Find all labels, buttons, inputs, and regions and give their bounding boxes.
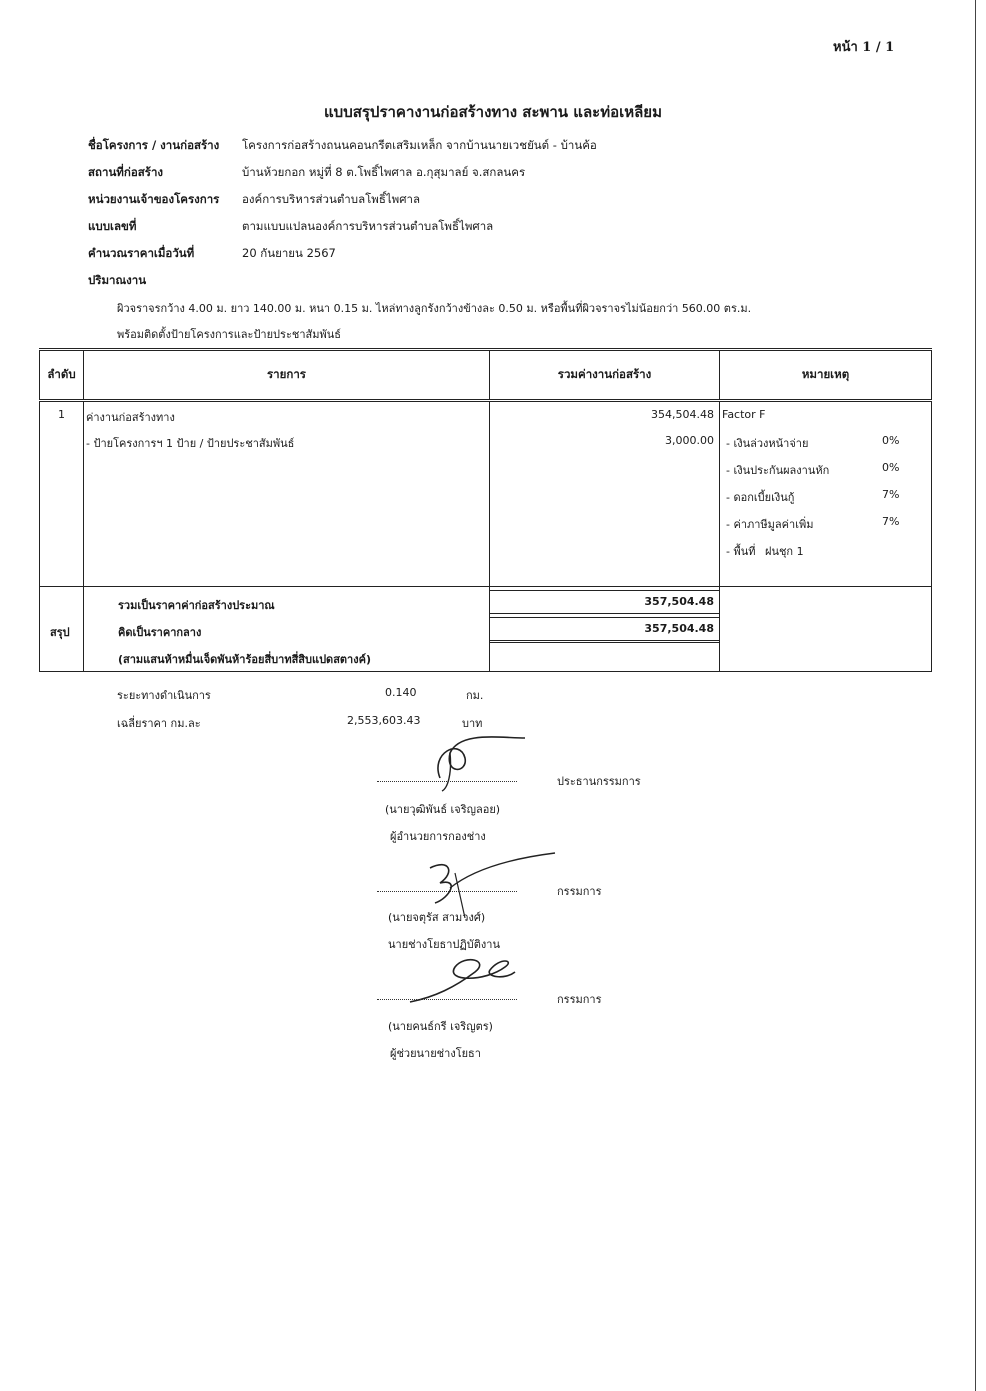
factor-f-title: Factor F: [722, 408, 766, 421]
row-no: 1: [58, 408, 65, 421]
calc-date-value: 20 กันยายน 2567: [242, 246, 336, 260]
total-box: [490, 590, 719, 614]
signature-3-line: [377, 998, 517, 1000]
median-label: คิดเป็นราคากลาง: [118, 626, 202, 639]
summary-row: [40, 587, 932, 672]
median-value: 357,504.48: [644, 622, 714, 635]
page-title: แบบสรุปราคางานก่อสร้างทาง สะพาน และท่อเหลียม: [324, 103, 662, 121]
remark-label-5: - พื้นที่: [726, 545, 756, 558]
quantity-line-2: พร้อมติดตั้งป้ายโครงการและป้ายประชาสัมพันธ์: [117, 328, 341, 341]
row-desc-cell: [84, 401, 490, 587]
cost-summary-table: [39, 348, 932, 672]
header-cost: รวมค่างานก่อสร้าง: [490, 350, 720, 401]
per-km-unit: บาท: [462, 717, 483, 730]
summary-amount-cell: [490, 587, 720, 672]
row-remark-cell: [720, 401, 932, 587]
quantity-line-1: ผิวจราจรกว้าง 4.00 ม. ยาว 140.00 ม. หนา 0.15 ม. ไหล่ทางลูกรังกว้างข้างละ 0.50 ม. หรือพื้นที่ผิวจราจรไม่น้อยกว่า 560.00 ตร.ม.: [117, 302, 752, 315]
signature-3-role: กรรมการ: [557, 993, 602, 1006]
median-words: (สามแสนห้าหมื่นเจ็ดพันห้าร้อยสี่บาทสี่สิบแปดสตางค์): [118, 653, 371, 666]
signature-2-name: (นายจตุรัส สามวงศ์): [388, 911, 486, 924]
location-value: บ้านห้วยกอก หมู่ที่ 8 ต.โพธิ์ไพศาล อ.กุสุมาลย์ จ.สกลนคร: [242, 165, 526, 179]
header-no: ลำดับ: [40, 350, 84, 401]
item-amount-2: 3,000.00: [665, 434, 714, 447]
signature-1-position: ผู้อำนวยการกองช่าง: [390, 830, 486, 843]
signature-2-position: นายช่างโยธาปฏิบัติงาน: [388, 938, 500, 951]
distance-unit: กม.: [466, 689, 484, 702]
remark-value-5: ฝนชุก 1: [765, 545, 804, 558]
table-row: [40, 401, 932, 587]
item-desc-2: - ป้ายโครงการฯ 1 ป้าย / ป้ายประชาสัมพันธ์: [86, 437, 295, 450]
plan-no-value: ตามแบบแปลนองค์การบริหารส่วนตำบลโพธิ์ไพศาล: [242, 219, 494, 233]
item-desc-1: ค่างานก่อสร้างทาง: [86, 411, 175, 424]
remark-value-2: 0%: [882, 461, 900, 474]
signature-2-role: กรรมการ: [557, 885, 602, 898]
median-box: [490, 617, 719, 643]
page-edge-line: [975, 0, 976, 1391]
remark-value-4: 7%: [882, 515, 900, 528]
agency-label: หน่วยงานเจ้าของโครงการ: [88, 192, 220, 206]
distance-label: ระยะทางดำเนินการ: [117, 689, 211, 702]
signature-1-role: ประธานกรรมการ: [557, 775, 641, 788]
row-no-cell: [40, 401, 84, 587]
quantity-label: ปริมาณงาน: [88, 273, 147, 287]
signature-3-position: ผู้ช่วยนายช่างโยธา: [390, 1047, 481, 1060]
per-km-label: เฉลี่ยราคา กม.ละ: [117, 717, 201, 730]
header-remark: หมายเหตุ: [720, 350, 932, 401]
per-km-value: 2,553,603.43: [347, 714, 421, 727]
plan-no-label: แบบเลขที่: [88, 219, 137, 233]
remark-label-1: - เงินล่วงหน้าจ่าย: [726, 437, 809, 450]
summary-desc-cell: [84, 587, 490, 672]
total-value: 357,504.48: [644, 595, 714, 608]
summary-remark-cell: [720, 587, 932, 672]
remark-value-3: 7%: [882, 488, 900, 501]
project-name-value: โครงการก่อสร้างถนนคอนกรีตเสริมเหล็ก จากบ้านนายเวชยันต์ - บ้านค้อ: [242, 138, 597, 152]
row-amount-cell: [490, 401, 720, 587]
signature-1-name: (นายวุฒิพันธ์ เจริญลอย): [385, 803, 501, 816]
location-label: สถานที่ก่อสร้าง: [88, 165, 164, 179]
calc-date-label: คำนวณราคาเมื่อวันที่: [88, 246, 195, 260]
header-item: รายการ: [84, 350, 490, 401]
project-name-label: ชื่อโครงการ / งานก่อสร้าง: [88, 138, 220, 152]
signature-1-scribble: [420, 733, 540, 793]
signature-1-line: [377, 780, 517, 782]
remark-value-1: 0%: [882, 434, 900, 447]
distance-value: 0.140: [385, 686, 417, 699]
remark-label-4: - ค่าภาษีมูลค่าเพิ่ม: [726, 518, 814, 531]
table-header-row: [40, 350, 932, 401]
remark-label-2: - เงินประกันผลงานหัก: [726, 464, 830, 477]
signature-3-name: (นายคนธ์กรี เจริญตร): [388, 1020, 493, 1033]
item-amount-1: 354,504.48: [651, 408, 714, 421]
agency-value: องค์การบริหารส่วนตำบลโพธิ์ไพศาล: [242, 192, 421, 206]
signature-2-line: [377, 890, 517, 892]
summary-label-cell: [40, 587, 84, 672]
page-number: หน้า 1 / 1: [833, 40, 895, 55]
summary-label: สรุป: [50, 626, 70, 639]
remark-label-3: - ดอกเบี้ยเงินกู้: [726, 491, 795, 504]
total-label: รวมเป็นราคาค่าก่อสร้างประมาณ: [118, 599, 275, 612]
